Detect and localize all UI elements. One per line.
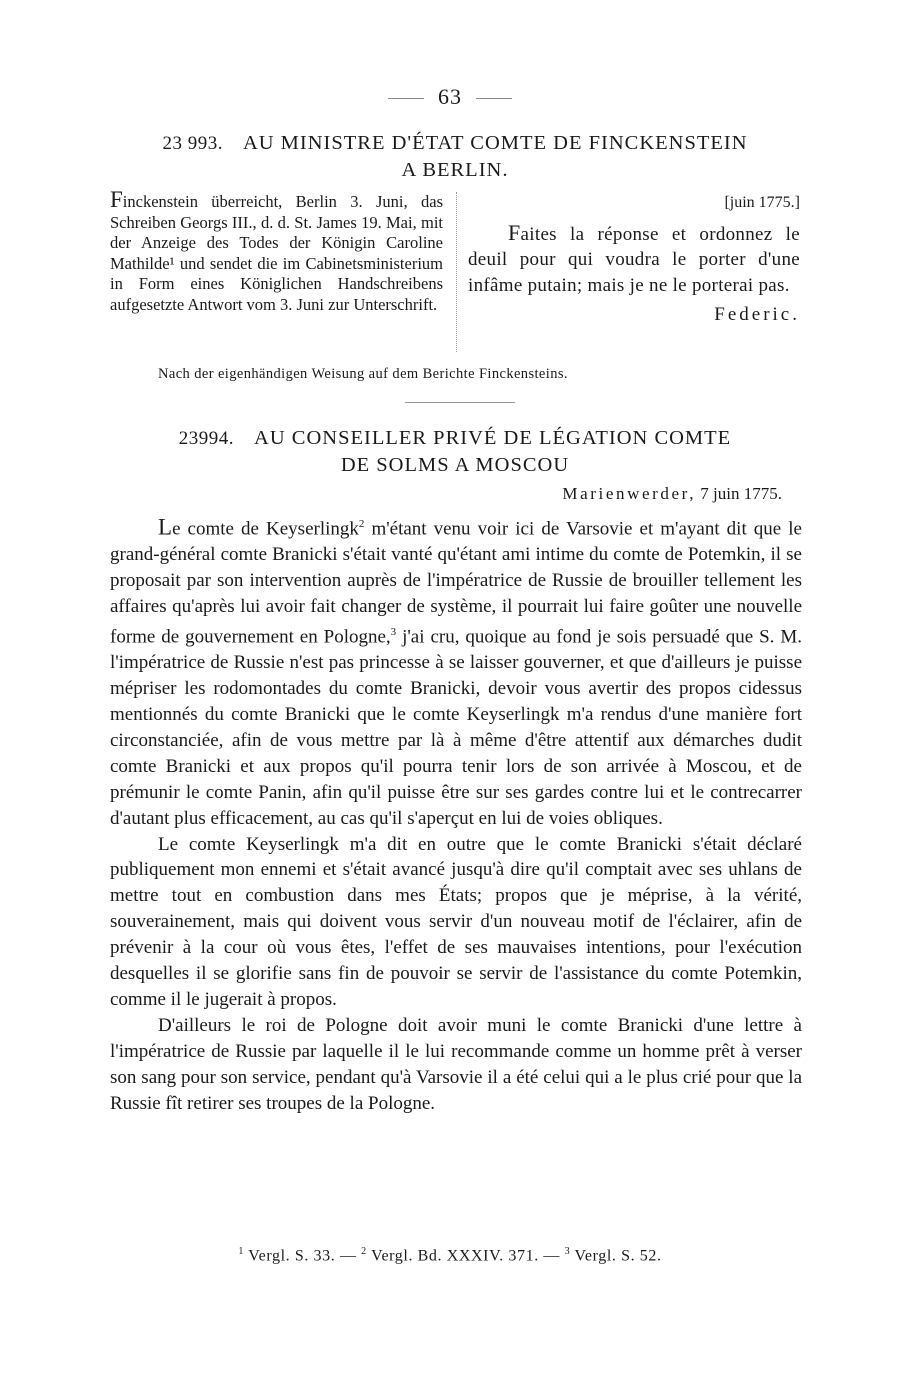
footnote-text: Vergl. S. 52. — [574, 1247, 662, 1265]
footnotes — [0, 1246, 900, 1265]
heading-line: AU CONSEILLER PRIVÉ DE LÉGATION COMTE — [254, 427, 732, 449]
king-reply — [468, 190, 800, 328]
page-number — [0, 84, 900, 110]
footnote-text: Vergl. Bd. XXXIV. 371. — — [371, 1247, 561, 1265]
source-note: Nach der eigenhändigen Weisung auf dem Berichte Finckensteins. — [158, 366, 568, 382]
paragraph — [110, 512, 802, 832]
page-number-left-rule — [388, 98, 424, 99]
report-summary — [110, 187, 443, 315]
entry-heading-23994 — [110, 425, 800, 479]
page-number-right-rule — [476, 98, 512, 99]
column-divider — [456, 192, 457, 352]
letter-date: 7 juin 1775. — [700, 484, 782, 503]
place-name: Marienwerder, — [562, 484, 697, 503]
initial-letter: L — [158, 514, 173, 540]
page-number-value: 63 — [438, 84, 462, 109]
footnote-mark: 2 — [358, 518, 365, 530]
letter-body — [110, 512, 802, 1117]
footnote-mark: 1 — [238, 1246, 244, 1257]
reply-body: aites la réponse et ordonnez le deuil pour qui voudra le porter d'une infâme putain; mais je ne le porterai pas. — [468, 223, 800, 296]
entry-number: 23 993. — [162, 133, 223, 154]
footnote-mark: 3 — [390, 625, 397, 638]
initial-letter: F — [110, 187, 123, 212]
paragraph: Le comte Keyserlingk m'a dit en outre que le comte Branicki s'était déclaré publiquement mon ennemi et s'était avancé jusqu'à dire qu'il comptait avec ses uhlans de mettre tout en combustion dans mes États; propos que je méprise, à la vérité, souverainement, mais qui doivent vous servir d'un nouveau motif de l'éclairer, afin de prévenir à la cour où vous êtes, l'effet de ses mauvaises intentions, pour l'exécution desquelles il se glorifie sans fin de pouvoir se servir de l'assistance du comte Potemkin, comme il le jugerait à propos. — [110, 833, 802, 1010]
paragraph: D'ailleurs le roi de Pologne doit avoir muni le comte Branicki d'une lettre à l'impératrice de Russie par laquelle il le lui recommande comme un homme prêt à verser son sang pour son service, pendant qu'à Varsovie il a été celui qui a le plus crié pour que la Russie fît retirer ses troupes de la Pologne. — [110, 1014, 802, 1114]
place-date-line — [110, 484, 782, 504]
heading-line: DE SOLMS A MOSCOU — [340, 454, 570, 476]
footnote-text: Vergl. S. 33. — — [248, 1247, 357, 1265]
section-divider — [405, 402, 515, 403]
reply-date: [juin 1775.] — [724, 194, 800, 211]
entry-heading-23993 — [110, 130, 800, 184]
paragraph-text: j'ai cru, quoique au fond je sois persuadé que S. M. l'impératrice de Russie n'est pas princesse à se laisser gouverner, et que d'ailleurs je puisse mépriser les rodomontades du comte Branicki, devoir vous avertir des propos cidessus mentionnés du comte Branicki que le comte Keyserlingk m'a rendus d'une manière fort circonstanciée, afin de vous mettre par là à même d'être attentif aux démarches dudit comte Branicki et aux propos qu'il pourra tenir lors de son arrivée à Moscou, et de prémunir le comte Panin, afin qu'il puisse être sur ses gardes contre lui et le contrecarrer d'autant plus efficacement, au cas qu'il s'aperçut en lui de voies obliques. — [110, 626, 802, 829]
reply-text — [468, 220, 800, 299]
signature: Federic. — [714, 304, 800, 325]
paragraph-text: m'étant venu voir ici de Varsovie et m'ayant dit que le grand-général comte Branicki s'était vanté qu'étant ami intime du comte de Potemkin, il se proposait par son intervention auprès de l'impératrice de Russie de brouiller tellement les affaires qu'après lui avoir fait changer de système, il pourrait lui faire goûter une nouvelle forme de gouvernement en Pologne, — [110, 518, 802, 648]
footnote-mark: 2 — [361, 1246, 367, 1257]
paragraph-text: e comte de Keyserlingk — [172, 518, 359, 540]
footnote-mark: 3 — [564, 1246, 571, 1257]
heading-line: AU MINISTRE D'ÉTAT COMTE DE FINCKENSTEIN — [242, 132, 748, 154]
entry-number: 23994. — [178, 428, 235, 449]
heading-line: A BERLIN. — [401, 159, 509, 181]
initial-letter: F — [508, 219, 521, 245]
summary-text: inckenstein überreicht, Berlin 3. Juni, das Schreiben Georgs III., d. d. St. James 19. Mai, mit der Anzeige des Todes der Königin Caroline Mathilde¹ und sendet die im Cabinetsministerium in Form eines Königlichen Handschreibens aufgesetzte Antwort vom 3. Juni zur Unterschrift. — [110, 192, 443, 314]
